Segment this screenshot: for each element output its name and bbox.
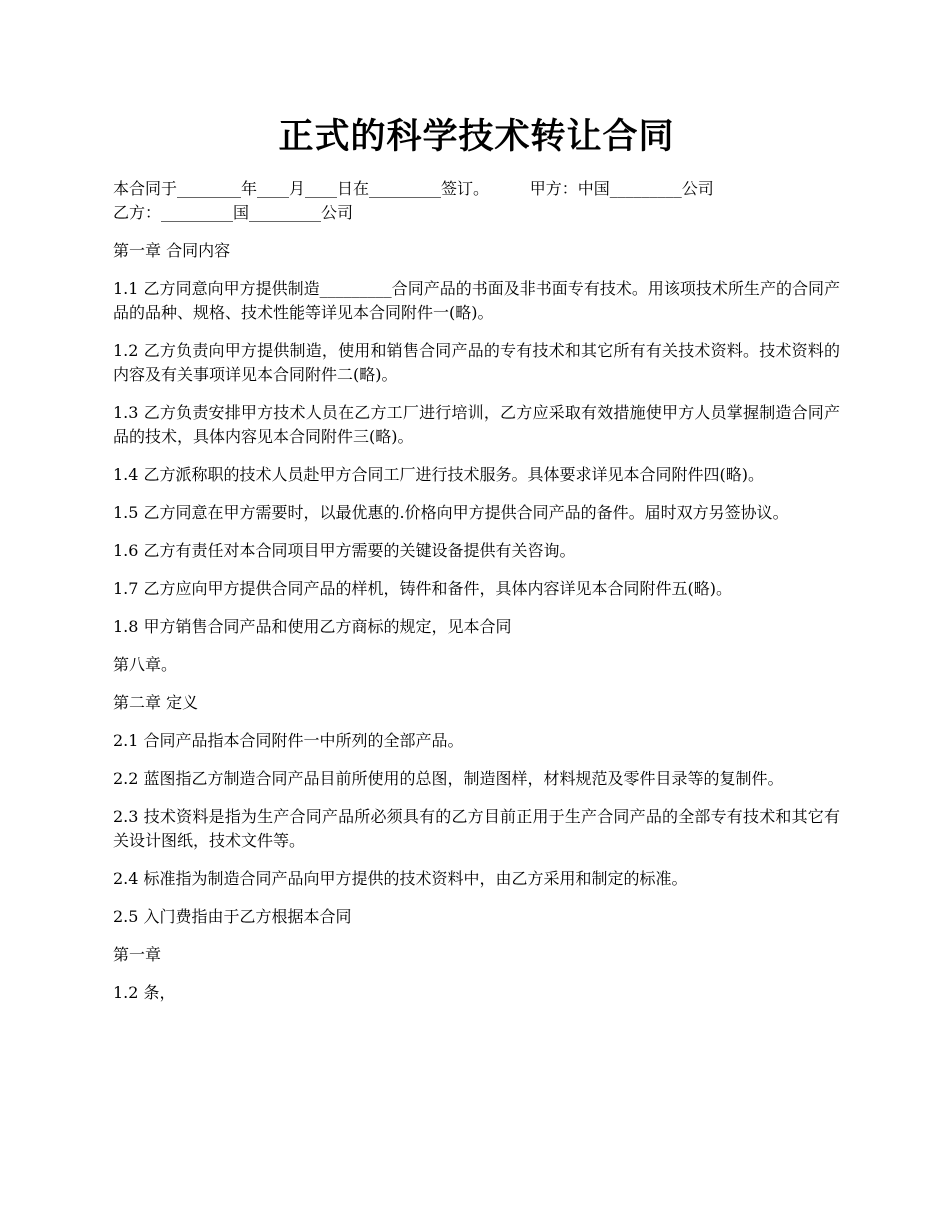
clause-1-2: 1.2 乙方负责向甲方提供制造，使用和销售合同产品的专有技术和其它所有有关技术资料。技术资料的内容及有关事项详见本合同附件二(略)。 — [113, 341, 840, 384]
chapter-heading-2: 第二章 定义 — [113, 693, 199, 712]
header-line-party-b: 乙方：_________国_________公司 — [113, 203, 354, 222]
document-title: 正式的科学技术转让合同 — [278, 116, 675, 157]
chapter-heading-1: 第一章 合同内容 — [113, 241, 231, 260]
clause-2-5: 2.5 入门费指由于乙方根据本合同 — [113, 907, 352, 926]
clause-2-3: 2.3 技术资料是指为生产合同产品所必须具有的乙方目前正用于生产合同产品的全部专有技术和其它有关设计图纸，技术文件等。 — [113, 807, 840, 850]
clause-reference-1-2: 1.2 条， — [113, 983, 176, 1002]
clause-1-3: 1.3 乙方负责安排甲方技术人员在乙方工厂进行培训，乙方应采取有效措施使甲方人员掌握制造合同产品的技术，具体内容见本合同附件三(略)。 — [113, 403, 840, 446]
chapter-reference-8: 第八章。 — [113, 655, 178, 674]
chapter-reference-1: 第一章 — [113, 945, 162, 964]
clause-1-6: 1.6 乙方有责任对本合同项目甲方需要的关键设备提供有关咨询。 — [113, 541, 576, 560]
header-line-date-party-a: 本合同于________年____月____日在_________签订。 甲方：中国_________公司 — [113, 179, 714, 198]
clause-1-8: 1.8 甲方销售合同产品和使用乙方商标的规定，见本合同 — [113, 617, 512, 636]
clause-1-1: 1.1 乙方同意向甲方提供制造_________合同产品的书面及非书面专有技术。用该项技术所生产的合同产品的品种、规格、技术性能等详见本合同附件一(略)。 — [113, 279, 840, 322]
clause-2-4: 2.4 标准指为制造合同产品向甲方提供的技术资料中，由乙方采用和制定的标准。 — [113, 869, 688, 888]
contract-header — [113, 177, 840, 225]
clause-2-1: 2.1 合同产品指本合同附件一中所列的全部产品。 — [113, 731, 464, 750]
clause-1-7: 1.7 乙方应向甲方提供合同产品的样机，铸件和备件，具体内容详见本合同附件五(略)。 — [113, 579, 733, 598]
clause-1-4: 1.4 乙方派称职的技术人员赴甲方合同工厂进行技术服务。具体要求详见本合同附件四(略)。 — [113, 465, 765, 484]
clause-2-2: 2.2 蓝图指乙方制造合同产品目前所使用的总图，制造图样，材料规范及零件目录等的复制件。 — [113, 769, 784, 788]
clause-1-5: 1.5 乙方同意在甲方需要时，以最优惠的.价格向甲方提供合同产品的备件。届时双方另签协议。 — [113, 503, 789, 522]
